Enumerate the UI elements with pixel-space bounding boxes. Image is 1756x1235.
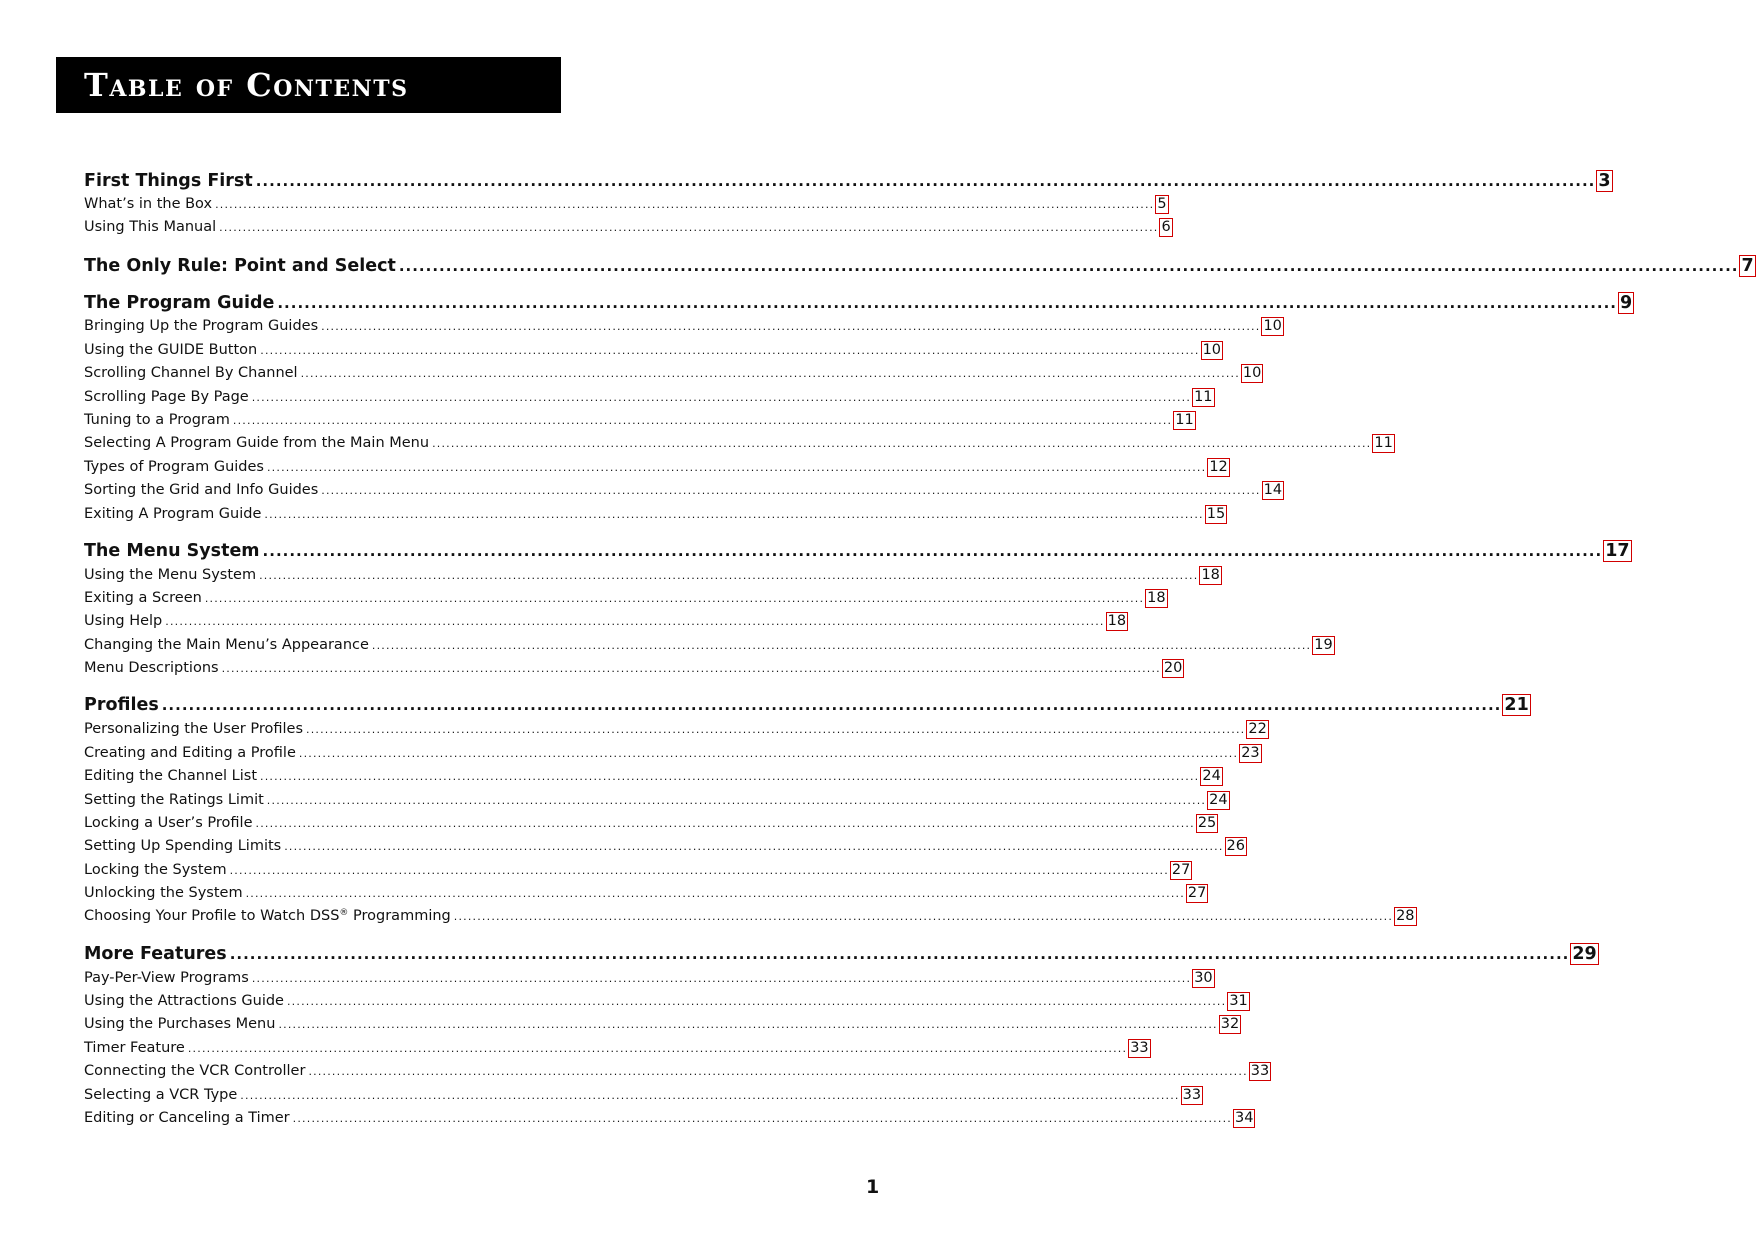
toc-entry[interactable] bbox=[84, 659, 1183, 681]
toc-label-text: Selecting a VCR Type bbox=[84, 1087, 238, 1103]
dot-leader: ........................................................................................................................................................................................................ bbox=[306, 723, 1246, 736]
toc-entry[interactable] bbox=[84, 481, 1283, 503]
dot-leader: ........................................................................................................................................................................................................ bbox=[298, 747, 1239, 760]
page-link[interactable]: 33 bbox=[1250, 1063, 1270, 1079]
toc-label-text: Sorting the Grid and Info Guides bbox=[84, 482, 319, 498]
toc-label-text: The Program Guide bbox=[84, 293, 275, 313]
dot-leader: ........................................................................................................................................................................................................ bbox=[251, 972, 1192, 985]
toc-entry[interactable] bbox=[84, 612, 1127, 634]
toc-entry[interactable] bbox=[84, 1086, 1202, 1108]
dot-leader: ........................................................................................................................................................................................................ bbox=[255, 817, 1195, 830]
toc-label-text: Unlocking the System bbox=[84, 885, 243, 901]
page-link[interactable]: 28 bbox=[1396, 908, 1415, 924]
toc-entry[interactable] bbox=[84, 720, 1267, 742]
page-link[interactable]: 33 bbox=[1182, 1087, 1202, 1103]
dot-leader: ........................................................................................................................................................................................................ bbox=[286, 995, 1227, 1008]
toc-entry-title bbox=[84, 389, 249, 405]
toc-entry-title bbox=[84, 1087, 237, 1103]
page-link[interactable]: 11 bbox=[1374, 435, 1393, 451]
dot-leader: ........................................................................................................................................................................................................ bbox=[284, 840, 1224, 853]
toc-label-text: Using the Purchases Menu bbox=[84, 1016, 276, 1032]
toc-entry[interactable] bbox=[84, 317, 1282, 339]
dot-leader: ........................................................................................................................................................................................................ bbox=[292, 1112, 1232, 1125]
page-link[interactable]: 25 bbox=[1197, 815, 1217, 831]
toc-label-text: First Things First bbox=[84, 171, 253, 191]
page-link[interactable]: 31 bbox=[1229, 993, 1248, 1009]
dot-leader: ........................................................................................................................................................................................................ bbox=[266, 794, 1207, 807]
toc-entry-title bbox=[84, 660, 219, 676]
dot-leader: ........................................................................................................................................................................................................ bbox=[240, 1089, 1180, 1102]
toc-entry[interactable] bbox=[84, 861, 1191, 883]
page-link[interactable]: 21 bbox=[1504, 695, 1529, 715]
page-link[interactable]: 9 bbox=[1620, 293, 1633, 313]
toc-label-text-continued: Programming bbox=[348, 908, 451, 924]
dot-leader: ........................................................................................................................................................................................................ bbox=[251, 391, 1192, 404]
toc-entry[interactable] bbox=[84, 1109, 1254, 1131]
toc-label-text: The Only Rule: Point and Select bbox=[84, 256, 396, 276]
toc-entry[interactable] bbox=[84, 434, 1393, 456]
toc-section[interactable] bbox=[84, 694, 1529, 720]
page-link[interactable]: 10 bbox=[1263, 318, 1282, 334]
toc-label-text: Using the Attractions Guide bbox=[84, 993, 284, 1009]
dot-leader: ........................................................................................................................................................................................................ bbox=[300, 367, 1240, 380]
dot-leader: ........................................................................................................................................................................................................ bbox=[221, 662, 1161, 675]
dot-leader: ........................................................................................................................................................................................................ bbox=[321, 484, 1261, 497]
toc-entry[interactable] bbox=[84, 411, 1194, 433]
toc-entry-title bbox=[84, 745, 296, 761]
toc-entry[interactable] bbox=[84, 791, 1228, 813]
dot-leader: ........................................................................................................................................................................................................ bbox=[161, 696, 1502, 714]
toc-entry-title bbox=[84, 196, 212, 212]
toc-label-text: Locking a User’s Profile bbox=[84, 815, 253, 831]
toc-label-text: Timer Feature bbox=[84, 1040, 185, 1056]
page-link[interactable]: 10 bbox=[1242, 365, 1262, 381]
toc-section[interactable] bbox=[84, 540, 1630, 566]
toc-entry[interactable] bbox=[84, 589, 1166, 611]
dot-leader: ........................................................................................................................................................................................................ bbox=[259, 569, 1199, 582]
dot-leader: ........................................................................................................................................................................................................ bbox=[262, 542, 1603, 560]
dot-leader: ........................................................................................................................................................................................................ bbox=[204, 592, 1145, 605]
toc-entry-title bbox=[84, 885, 243, 901]
dot-leader: ........................................................................................................................................................................................................ bbox=[260, 770, 1200, 783]
toc-entry-title bbox=[84, 637, 369, 653]
toc-entry[interactable] bbox=[84, 505, 1226, 527]
page-title: Table of Contents bbox=[84, 66, 409, 104]
toc-entry-title bbox=[84, 838, 281, 854]
dot-leader: ........................................................................................................................................................................................................ bbox=[453, 910, 1394, 923]
toc-entry-title bbox=[84, 590, 202, 606]
toc-label-text: Choosing Your Profile to Watch DSS bbox=[84, 908, 340, 924]
toc-label-text: Connecting the VCR Controller bbox=[84, 1063, 306, 1079]
toc-entry[interactable] bbox=[84, 566, 1220, 588]
page-link[interactable]: 18 bbox=[1201, 567, 1220, 583]
toc-label-text: Using This Manual bbox=[84, 219, 217, 235]
toc-section[interactable] bbox=[84, 292, 1633, 318]
toc-entry[interactable] bbox=[84, 195, 1167, 217]
toc-entry-title bbox=[84, 482, 318, 498]
toc-label-text: The Menu System bbox=[84, 541, 260, 561]
page-link[interactable]: 7 bbox=[1741, 256, 1754, 276]
toc-label-text: What’s in the Box bbox=[84, 196, 213, 212]
toc-entry[interactable] bbox=[84, 1015, 1240, 1037]
dot-leader: ........................................................................................................................................................................................................ bbox=[432, 437, 1372, 450]
toc-label-text: Types of Program Guides bbox=[84, 459, 264, 475]
toc-entry[interactable] bbox=[84, 1062, 1270, 1084]
toc-label-text: Personalizing the User Profiles bbox=[84, 721, 304, 737]
toc-entry-title bbox=[84, 318, 318, 334]
page-link[interactable]: 27 bbox=[1171, 862, 1191, 878]
page-link[interactable]: 34 bbox=[1234, 1110, 1254, 1126]
toc-label-text: Creating and Editing a Profile bbox=[84, 745, 296, 761]
toc-label-text: Scrolling Page By Page bbox=[84, 389, 249, 405]
dot-leader: ........................................................................................................................................................................................................ bbox=[398, 257, 1739, 275]
dot-leader: ........................................................................................................................................................................................................ bbox=[308, 1065, 1248, 1078]
toc-section-title bbox=[84, 944, 227, 964]
toc-entry-title bbox=[84, 1040, 185, 1056]
toc-label-text: Selecting A Program Guide from the Main Menu bbox=[84, 435, 430, 451]
toc-section-title bbox=[84, 293, 274, 313]
toc-label-text: More Features bbox=[84, 944, 227, 964]
toc-section-title bbox=[84, 256, 396, 276]
toc-label-text: Setting the Ratings Limit bbox=[84, 792, 264, 808]
dot-leader: ........................................................................................................................................................................................................ bbox=[260, 344, 1200, 357]
toc-entry-title bbox=[84, 219, 216, 235]
toc-entry[interactable] bbox=[84, 218, 1171, 240]
toc-entry[interactable] bbox=[84, 969, 1213, 991]
page-link[interactable]: 19 bbox=[1314, 637, 1333, 653]
toc-entry[interactable] bbox=[84, 992, 1248, 1014]
toc-entry[interactable] bbox=[84, 458, 1228, 480]
toc-section[interactable] bbox=[84, 255, 1754, 281]
toc-entry-title bbox=[84, 1110, 290, 1126]
dot-leader: ........................................................................................................................................................................................................ bbox=[277, 294, 1618, 312]
dot-leader: ........................................................................................................................................................................................................ bbox=[264, 508, 1204, 521]
toc-entry-title bbox=[84, 435, 429, 451]
page-link[interactable]: 12 bbox=[1209, 459, 1228, 475]
toc-entry-title bbox=[84, 1016, 275, 1032]
page-link[interactable]: 14 bbox=[1263, 482, 1283, 498]
page-link[interactable]: 5 bbox=[1157, 196, 1167, 212]
toc-entry[interactable] bbox=[84, 636, 1333, 658]
page-link[interactable]: 6 bbox=[1161, 219, 1171, 235]
toc-entry[interactable] bbox=[84, 907, 1415, 929]
dot-leader: ........................................................................................................................................................................................................ bbox=[371, 639, 1312, 652]
dot-leader: ........................................................................................................................................................................................................ bbox=[215, 198, 1155, 211]
page-link[interactable]: 33 bbox=[1130, 1040, 1149, 1056]
toc-label-text: Using Help bbox=[84, 613, 163, 629]
page-link[interactable]: 15 bbox=[1206, 506, 1226, 522]
toc-label-text: Locking the System bbox=[84, 862, 227, 878]
page-link[interactable]: 30 bbox=[1194, 970, 1213, 986]
page-link[interactable]: 32 bbox=[1220, 1016, 1240, 1032]
dot-leader: ........................................................................................................................................................................................................ bbox=[321, 320, 1261, 333]
toc-entry-title bbox=[84, 412, 230, 428]
toc-section[interactable] bbox=[84, 170, 1611, 196]
toc-entry[interactable] bbox=[84, 744, 1260, 766]
toc-section-title bbox=[84, 171, 253, 191]
toc-entry[interactable] bbox=[84, 837, 1245, 859]
page-link[interactable]: 29 bbox=[1572, 944, 1597, 964]
page-number: 1 bbox=[866, 1176, 880, 1198]
page-link[interactable]: 18 bbox=[1147, 590, 1166, 606]
dot-leader: ........................................................................................................................................................................................................ bbox=[255, 172, 1596, 190]
dot-leader: ........................................................................................................................................................................................................ bbox=[245, 887, 1185, 900]
page-link[interactable]: 20 bbox=[1163, 660, 1183, 676]
dot-leader: ........................................................................................................................................................................................................ bbox=[266, 461, 1207, 474]
page-link[interactable]: 22 bbox=[1248, 721, 1267, 737]
page-link[interactable]: 24 bbox=[1209, 792, 1228, 808]
toc-entry[interactable] bbox=[84, 814, 1217, 836]
toc-entry[interactable] bbox=[84, 767, 1221, 789]
toc-label-text: Tuning to a Program bbox=[84, 412, 230, 428]
toc-entry-title bbox=[84, 993, 284, 1009]
toc-label-text: Profiles bbox=[84, 695, 159, 715]
toc-entry[interactable] bbox=[84, 364, 1262, 386]
toc-entry[interactable] bbox=[84, 341, 1222, 363]
toc-entry-title bbox=[84, 721, 303, 737]
toc-label-text: Pay-Per-View Programs bbox=[84, 970, 249, 986]
toc-entry-title bbox=[84, 908, 451, 924]
page-link[interactable]: 18 bbox=[1107, 613, 1127, 629]
toc-section-title bbox=[84, 695, 159, 715]
toc-label-text: Editing the Channel List bbox=[84, 768, 258, 784]
dot-leader: ........................................................................................................................................................................................................ bbox=[229, 864, 1169, 877]
toc-entry[interactable] bbox=[84, 1039, 1149, 1061]
dot-leader: ........................................................................................................................................................................................................ bbox=[219, 221, 1159, 234]
toc-entry-title bbox=[84, 459, 264, 475]
toc-section-title bbox=[84, 541, 260, 561]
toc-label-text: Exiting A Program Guide bbox=[84, 506, 262, 522]
registered-mark: ® bbox=[339, 908, 349, 918]
page-link[interactable]: 23 bbox=[1241, 745, 1260, 761]
toc-label-text: Changing the Main Menu’s Appearance bbox=[84, 637, 369, 653]
toc-entry[interactable] bbox=[84, 884, 1207, 906]
toc-entry[interactable] bbox=[84, 388, 1213, 410]
toc-entry-title bbox=[84, 792, 264, 808]
toc-section[interactable] bbox=[84, 943, 1597, 969]
page-link[interactable]: 10 bbox=[1202, 342, 1222, 358]
page-link[interactable]: 11 bbox=[1175, 412, 1194, 428]
page-link[interactable]: 11 bbox=[1194, 389, 1213, 405]
title-banner bbox=[56, 57, 561, 113]
toc-label-text: Editing or Canceling a Timer bbox=[84, 1110, 290, 1126]
toc-entry-title bbox=[84, 768, 257, 784]
toc-entry-title bbox=[84, 342, 257, 358]
page-link[interactable]: 17 bbox=[1605, 541, 1630, 561]
page-link[interactable]: 26 bbox=[1226, 838, 1245, 854]
toc-entry-title bbox=[84, 506, 261, 522]
toc-entry-title bbox=[84, 365, 298, 381]
toc-label-text: Menu Descriptions bbox=[84, 660, 219, 676]
toc-entry-title bbox=[84, 862, 227, 878]
dot-leader: ........................................................................................................................................................................................................ bbox=[232, 414, 1173, 427]
page-link[interactable]: 27 bbox=[1187, 885, 1207, 901]
toc-label-text: Setting Up Spending Limits bbox=[84, 838, 282, 854]
toc-entry-title bbox=[84, 613, 162, 629]
dot-leader: ........................................................................................................................................................................................................ bbox=[229, 945, 1570, 963]
toc-entry-title bbox=[84, 567, 256, 583]
page-link[interactable]: 3 bbox=[1598, 171, 1611, 191]
dot-leader: ........................................................................................................................................................................................................ bbox=[165, 615, 1105, 628]
toc-entry-title bbox=[84, 815, 253, 831]
toc-entry-title bbox=[84, 970, 249, 986]
dot-leader: ........................................................................................................................................................................................................ bbox=[187, 1042, 1128, 1055]
page-link[interactable]: 24 bbox=[1202, 768, 1221, 784]
toc-label-text: Using the GUIDE Button bbox=[84, 342, 258, 358]
toc-label-text: Scrolling Channel By Channel bbox=[84, 365, 298, 381]
toc-label-text: Bringing Up the Program Guides bbox=[84, 318, 319, 334]
toc-entry-title bbox=[84, 1063, 305, 1079]
toc-label-text: Exiting a Screen bbox=[84, 590, 202, 606]
dot-leader: ........................................................................................................................................................................................................ bbox=[278, 1018, 1218, 1031]
toc-label-text: Using the Menu System bbox=[84, 567, 257, 583]
